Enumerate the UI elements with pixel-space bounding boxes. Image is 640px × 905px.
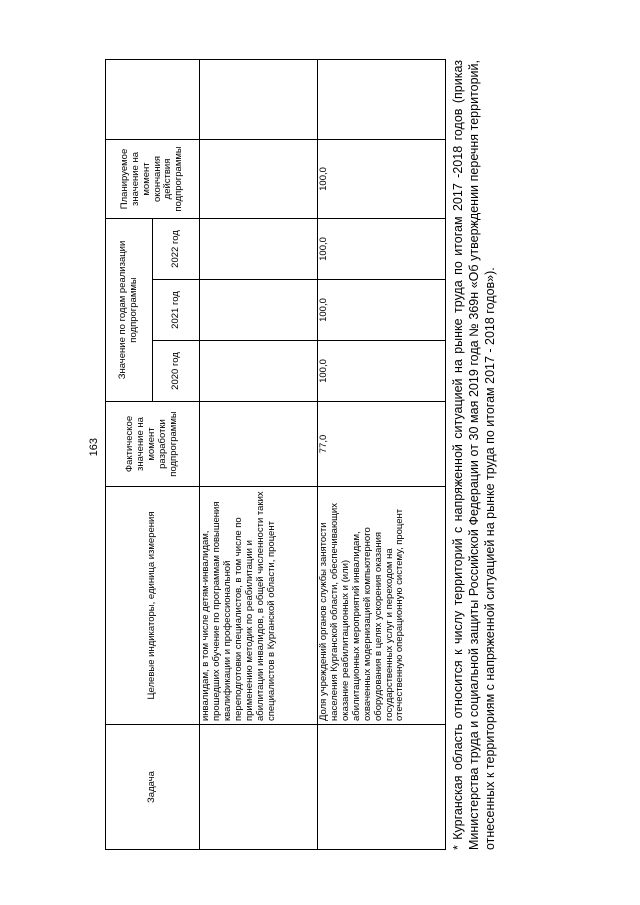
- header-2021: 2021 год: [153, 280, 200, 341]
- header-row: [106, 59, 153, 849]
- header-empty: [106, 59, 200, 139]
- cell-task: [200, 725, 318, 850]
- cell-actual: 77,0: [318, 402, 446, 487]
- header-planned: Планируемое значение на момент окончания действия подпрограммы: [106, 139, 200, 218]
- footnote: * Курганская область относится к числу территорий с напряженной ситуацией на рынке труда по итогам 2017 -2018 годов (приказ Министерства труда и социальной защиты Российской Федерации от 30 мая 2019 года № 369н «Об утверждении перечня территорий, отнесенных к территориям с напряженной ситуацией на рынке труда по итогам 2017 - 2018 годов»).: [451, 60, 497, 850]
- header-indicators: Целевые индикаторы, единица измерения: [106, 487, 200, 725]
- cell-2022: [200, 218, 318, 279]
- cell-actual: [200, 402, 318, 487]
- header-2020: 2020 год: [153, 341, 200, 402]
- page-number: 163: [88, 438, 100, 457]
- cell-task: [318, 725, 446, 850]
- rotated-page: [105, 60, 575, 850]
- cell-indicator: Доля учреждений органов службы занятости населения Курганской области, обеспечивающих оказание реабилитационных и (или) абилитационных мероприятий инвалидам, охваченных модернизацией компьютерного оборудования в целях ускорения оказания государственных услуг и переходом на отечественную операционную систему, процент: [318, 487, 446, 725]
- header-actual: Фактическое значение на момент разработки подпрограммы: [106, 402, 200, 487]
- cell-2022: 100,0: [318, 218, 446, 279]
- cell-2021: [200, 280, 318, 341]
- cell-2021: 100,0: [318, 280, 446, 341]
- header-task: Задача: [106, 725, 200, 850]
- header-by-years: Значение по годам реализации подпрограммы: [106, 218, 153, 401]
- cell-2020: [200, 341, 318, 402]
- cell-empty: [200, 59, 318, 139]
- header-2022: 2022 год: [153, 218, 200, 279]
- cell-planned: [200, 139, 318, 218]
- indicators-table: [105, 59, 446, 850]
- cell-2020: 100,0: [318, 341, 446, 402]
- cell-empty: [318, 59, 446, 139]
- table-row: [318, 59, 446, 849]
- cell-indicator: инвалидам, в том числе детям-инвалидам, прошедших обучение по программам повышения квалификации и профессиональной переподготовки специалистов, в том числе по применению методик по реабилитации и абилитации инвалидов, в общей численности таких специалистов в Курганской области, процент: [200, 487, 318, 725]
- table-row: [200, 59, 318, 849]
- cell-planned: 100,0: [318, 139, 446, 218]
